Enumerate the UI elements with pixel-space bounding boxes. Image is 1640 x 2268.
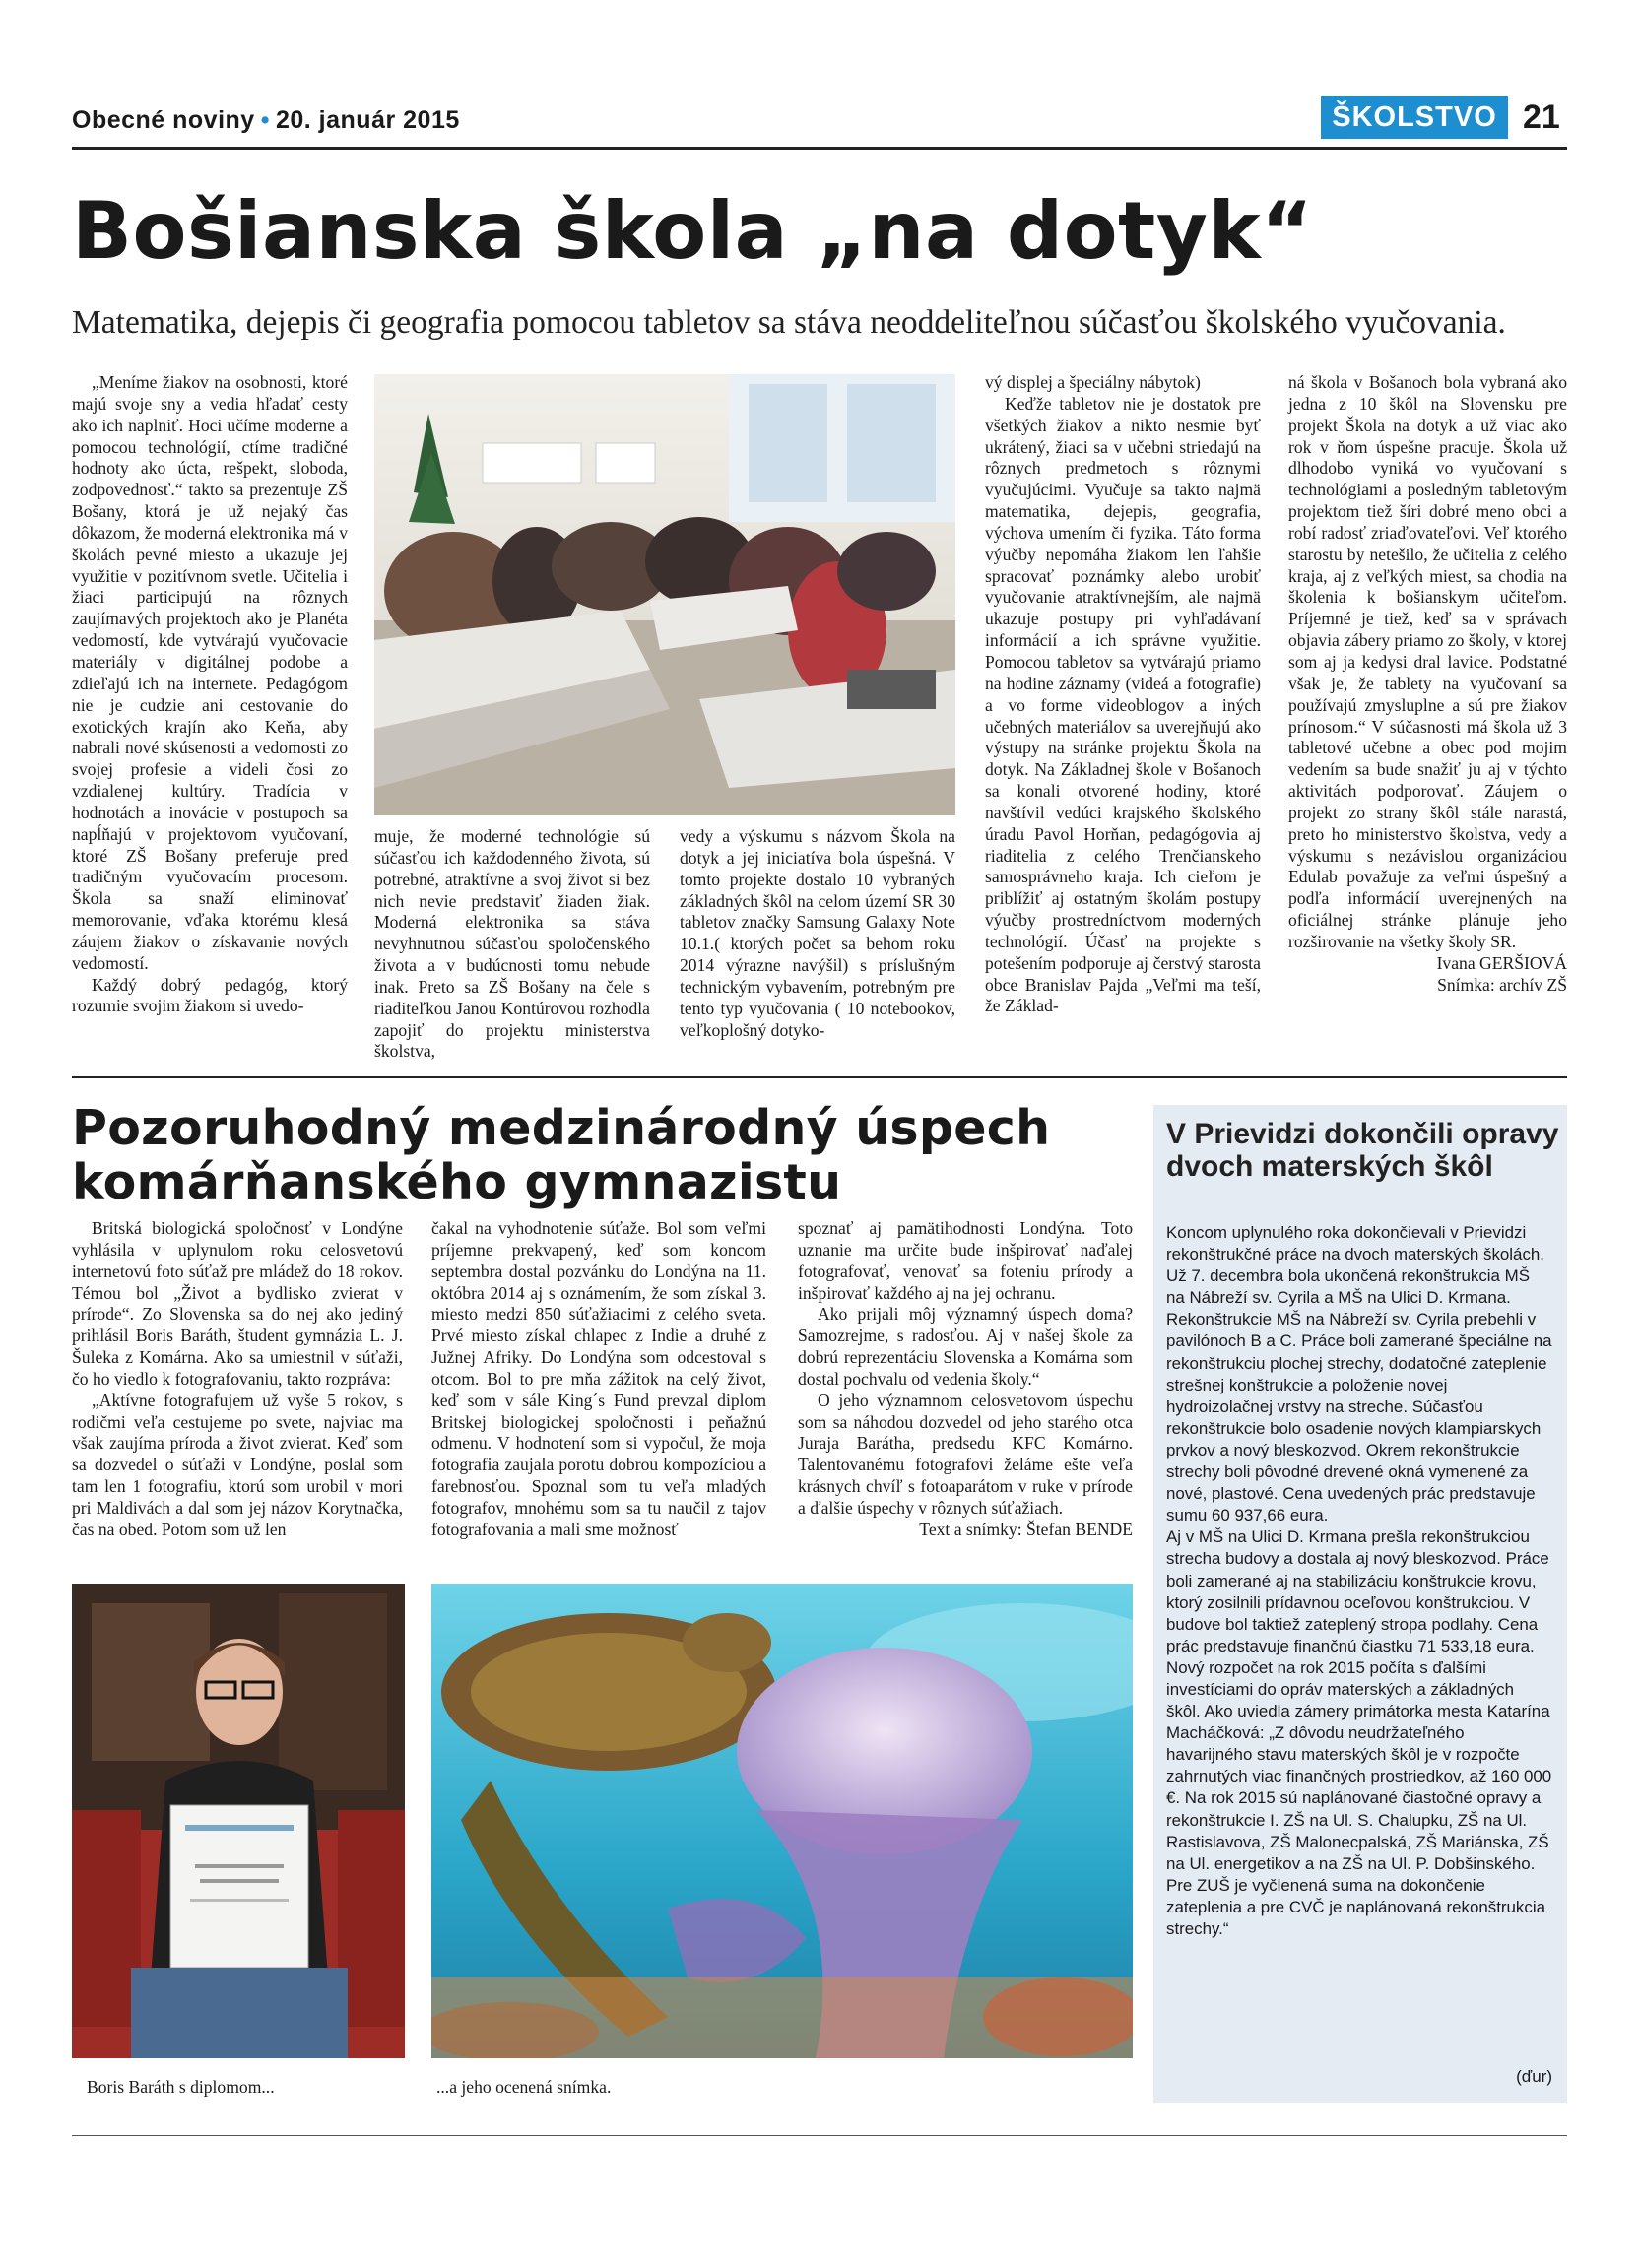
issue-date: 20. január 2015 (275, 106, 460, 134)
article-column-3 (680, 826, 955, 1041)
paragraph: „Aktívne fotografujem už vyše 5 rokov, s rodičmi veľa cestujeme po svete, najviac ma však zaujíma príroda a život zvierat. Keď som sa dozvedel o súťaži v Londýne, poslal som tam len 1 fotografiu, ktorú som urobil v mori pri Maldivách a dal som jej názov Korytnačka, čas na obed. Potom som už len (72, 1390, 403, 1539)
paragraph: muje, že moderné technológie sú súčasťou ich každodenného života, sú potrebné, atraktívne a svoj život si bez nich nevie predstaviť žiaden žiak. Moderná elektronika sa stáva nevyhnutnou súčasťou spoločenského života a v budúcnosti tomu nebude inak. Preto sa ZŠ Bošany na čele s riaditeľkou Janou Kontúrovou rozhodla zapojiť do projektu ministerstva školstva, (374, 826, 650, 1062)
boris-image (72, 1584, 405, 2058)
paragraph: vý displej a špeciálny nábytok) (985, 372, 1201, 392)
article2-title (72, 1101, 1050, 1209)
publication-name: Obecné noviny (72, 106, 255, 134)
photo-credit: Snímka: archív ZŠ (1437, 974, 1567, 995)
sidebar-paragraph: Koncom uplynulého roka dokončievali v Prievidzi rekonštrukčné práce na dvoch materských školách. Už 7. decembra bola ukončená rekonštrukcia MŠ na Nábreží sv. Cyrila a MŠ na Ulici D. Krmana. Rekonštrukcie MŠ na Nábreží sv. Cyrila prebehli v pavilónoch B a C. Práce boli zamerané špeciálne na rekonštrukciu plochej strechy, dodatočné zateplenie strešnej konštrukcie a položenie novej hydroizolačnej vrstvy na streche. Súčasťou rekonštrukcie bolo osadenie nových klampiarskych prvkov a nový bleskozvod. Okrem rekonštrukcie strechy boli pôvodné drevené okná vymenené za nové, plastové. Cena uvedených prác predstavuje sumu 60 937,66 eura. (1166, 1223, 1552, 1525)
paragraph: vedy a výskumu s názvom Škola na dotyk a jej iniciatíva bola úspešná. V tomto projekte dostalo 10 vybraných základných škôl na celom území SR 30 tabletov značky Samsung Galaxy Note 10.1.( ktorých počet sa behom roku 2014 výrazne navýšil) s príslušným technickým vybavením, potrebným pre tento typ vyučovania ( 10 notebookov, veľkoplošný dotyko- (680, 826, 955, 1040)
paragraph: Britská biologická spoločnosť v Londýne vyhlásila v uplynulom roku celosvetovú internetovú foto súťaž pre mládež do 18 rokov. Témou bol „Život a bydlisko zvierat v prírode“. Zo Slovenska sa do nej ako jediný prihlásil Boris Baráth, študent gymnázia L. J. Šuleka z Komárna. Ako sa umiestnil v súťaži, čo ho viedlo k fotografovaniu, takto rozpráva: (72, 1218, 403, 1389)
section-tag: ŠKOLSTVO (1321, 96, 1508, 139)
paragraph: Keďže tabletov nie je dostatok pre všetkých žiakov a nikto nesmie byť ukrátený, žiaci sa v učebni striedajú na rôznych predmetoch s rôznymi vyučujúcimi. Vyučuje sa takto najmä matematika, dejepis, geografia, výchova umením či fyzika. Táto forma výučby nepomáha žiakom len ľahšie spracovať poznámky alebo urobiť vyučovanie atraktívnejším, ale najmä ukazuje postupy pri vyhľadávaní informácií a ich správne využitie. Pomocou tabletov sa vytvárajú priamo na hodine záznamy (videá a fotografie) a vo forme videoblogov a iných učebných materiálov sa uverejňujú ako výstupy na stránke projektu Škola na dotyk. Na Základnej škole v Bošanoch sa konali otvorené hodiny, ktoré navštívil vedúci krajského školského úradu Pavol Horňan, pedagógovia aj riaditelia z celého Trenčianskeho samosprávneho kraja. Ich cieľom je priblížiť aj ostatným školám postupy výučby prostredníctvom moderných technológií. Účasť na projekte s potešením podporuje aj čerstvý starosta obce Branislav Pajda „Veľmi ma teší, že Základ- (985, 393, 1261, 1016)
paragraph: spoznať aj pamätihodnosti Londýna. Toto uznanie ma určite bude inšpirovať naďalej fotografovať, venovať sa foteniu prírody a inšpirovať každého aj na jej ochranu. (798, 1218, 1133, 1303)
article-separator (72, 1076, 1567, 1078)
paragraph: Ako prijali môj významný úspech doma? Samozrejme, s radosťou. Aj v našej škole za dobrú reprezentáciu Slovenska a Komárna som dostal pochvalu od vedenia školy.“ (798, 1304, 1133, 1389)
boris-photo (72, 1584, 405, 2058)
classroom-photo (374, 374, 955, 815)
article2-column-2 (431, 1218, 766, 1541)
article-column-1 (72, 372, 348, 1017)
article-column-5 (1288, 372, 1567, 996)
paragraph: ná škola v Bošanoch bola vybraná ako jedna z 10 škôl na Slovensku pre projekt Škola na dotyk a už viac ako rok v ňom úspešne pracuje. Škola už dlhodobo vyniká vo vyučovaní s technológiami a posledným tabletovým projektom tiež šíri dobré meno obci a robí radosť zriaďovateľovi. Veľ ktorého starostu by netešilo, že učitelia z celého kraja, aj z veľkých miest, sa chodia na školenia k bošianskym učiteľom. Príjemné je tiež, keď sa v správach objavia zábery priamo zo školy, v ktorej som aj ja kedysi dral lavice. Podstatné však je, že tablety na vyučovaní sa používajú zmysluplne a sú pre žiakov prínosom.“ V súčasnosti má škola už 3 tabletové učebne a obec pod mojim vedením sa bude snažiť ju aj v týchto aktivitách podporovať. Záujem o projekt zo strany škôl stále narastá, preto ho ministerstvo školstva, vedy a výskumu s nezávislou organizáciou Edulab považuje za veľmi úspešný a podľa informácií uverejnených na oficiálnej stránke plánuje jeho rozširovanie na všetky školy SR. (1288, 372, 1567, 951)
sidebar-paragraph: Aj v MŠ na Ulici D. Krmana prešla rekonštrukciou strecha budovy a dostala aj nový bleskozvod. Práce boli zamerané aj na stabilizáciu konštrukcie krovu, ktorý zosilnili prídavnou oceľovou konštrukciou. V budove bol taktiež zateplený stropa podlahy. Cena prác predstavuje finančnú čiastku 71 533,18 eura. (1166, 1527, 1549, 1655)
article-subtitle: Matematika, dejepis či geografia pomocou tabletov sa stáva neoddeliteľnou súčasťou školského vyučovania. (72, 304, 1506, 341)
masthead (72, 106, 460, 135)
paragraph: O jeho významnom celosvetovom úspechu som sa náhodou dozvedel od jeho starého otca Juraja Barátha, predsedu KFC Komárno. Talentovanému fotografovi želáme ešte veľa krásnych chvíľ s fotoaparátom v ruke v prírode a ďalšie úspechy v rôznych súťažiach. (798, 1390, 1133, 1518)
sidebar-paragraph: Nový rozpočet na rok 2015 počíta s ďalšími investíciami do opráv materských a základných škôl. Ako uviedla zámery primátorka mesta Katarína Macháčková: „Z dôvodu neudržateľného havarijného stavu materských škôl je v rozpočte zahrnutých viac finančných prostriedkov, až 160 000 €. Na rok 2015 sú naplánované čiastočné opravy a rekonštrukcie I. ZŠ na Ul. S. Chalupku, ZŠ na Ul. Rastislavova, ZŠ Malonecpalská, ZŠ Mariánska, ZŠ na Ul. energetikov a na ZŠ na Ul. P. Dobšinského. Pre ZUŠ je vyčlenená suma na dokončenie zateplenia a pre CVČ je naplánovaná rekonštrukcia strechy.“ (1166, 1657, 1552, 1938)
turtle-image (431, 1584, 1133, 2058)
article2-column-3 (798, 1218, 1133, 1541)
sidebar-body (1166, 1222, 1552, 1940)
turtle-photo (431, 1584, 1133, 2058)
article2-column-1 (72, 1218, 403, 1541)
photo-caption-right: ...a jeho ocenená snímka. (436, 2077, 612, 2097)
page-number: 21 (1523, 98, 1560, 136)
footer-rule (72, 2135, 1567, 2136)
sidebar-signature: (ďur) (1516, 2067, 1552, 2086)
sidebar-title: V Prievidzi dokončili opravy dvoch materských škôl (1166, 1118, 1559, 1183)
paragraph: čakal na vyhodnotenie súťaže. Bol som veľmi príjemne prekvapený, keď som koncom septembra dostal pozvánku do Londýna na 11. októbra 2014 aj s oznámením, že som získal 3. miesto medzi 850 súťažiacimi z celého sveta. Prvé miesto získal chlapec z Indie a druhé z Južnej Afriky. Do Londýna som odcestoval s otcom. Bol to pre mňa zážitok na celý život, keď som v sále King´s Fund prevzal diplom Britskej biologickej spoločnosti i peňažnú odmenu. V hodnotení som si vypočul, že moja fotografia zaujala porotu dobrou kompozíciou a farebnosťou. Spoznal som tu veľa mladých fotografov, mnohému som sa tu naučil z tajov fotografovania a mali sme možnosť (431, 1218, 766, 1539)
article2-title-line-2: komárňanského gymnazistu (72, 1154, 842, 1210)
paragraph: Každý dobrý pedagóg, ktorý rozumie svojim žiakom si uvedo- (72, 974, 348, 1016)
header-rule (72, 147, 1567, 150)
article-title: Bošianska škola „na dotyk“ (72, 185, 1314, 277)
photo-caption-left: Boris Baráth s diplomom... (87, 2077, 275, 2097)
paragraph: „Meníme žiakov na osobnosti, ktoré majú svoje sny a vedia hľadať cesty ako ich naplniť. Hoci učíme moderne a pomocou technológií, ctíme tradičné hodnoty ako úcta, rešpekt, sloboda, zodpovednosť.“ takto sa prezentuje ZŠ Bošany, ktorá je už nejaký čas dôkazom, že moderná elektronika má v školách pevné miesto a ukazuje jej využitie v pozitívnom svetle. Učitelia i žiaci participujú na rôznych zaujímavých projektoch ako je Planéta vedomostí, kde vytvárajú vyučovacie materiály v digitálnej podobe a zdieľajú ich na internete. Pedagógom nie je cudzie ani cestovanie do exotických krajín ako Keňa, aby nabrali nové skúsenosti a vedomosti zo svojej profesie a videli čosi zo vzdialenej kultúry. Tradícia v hodnotách a inovácie v postupoch sa napĺňajú v projektovom vyučovaní, ktoré ZŠ Bošany preferuje pred tradičným vyučovacím procesom. Škola sa snaží eliminovať memorovanie, vďaka ktorému klesá záujem žiakov o získavanie nových vedomostí. (72, 372, 348, 973)
author: Ivana GERŠIOVÁ (1436, 952, 1567, 973)
bullet-separator: • (260, 106, 270, 134)
photo-credit: Text a snímky: Štefan BENDE (919, 1519, 1133, 1539)
article-column-2 (374, 826, 650, 1063)
article-column-4 (985, 372, 1261, 1017)
article2-title-line-1: Pozoruhodný medzinárodný úspech (72, 1100, 1051, 1156)
classroom-image (374, 374, 955, 815)
